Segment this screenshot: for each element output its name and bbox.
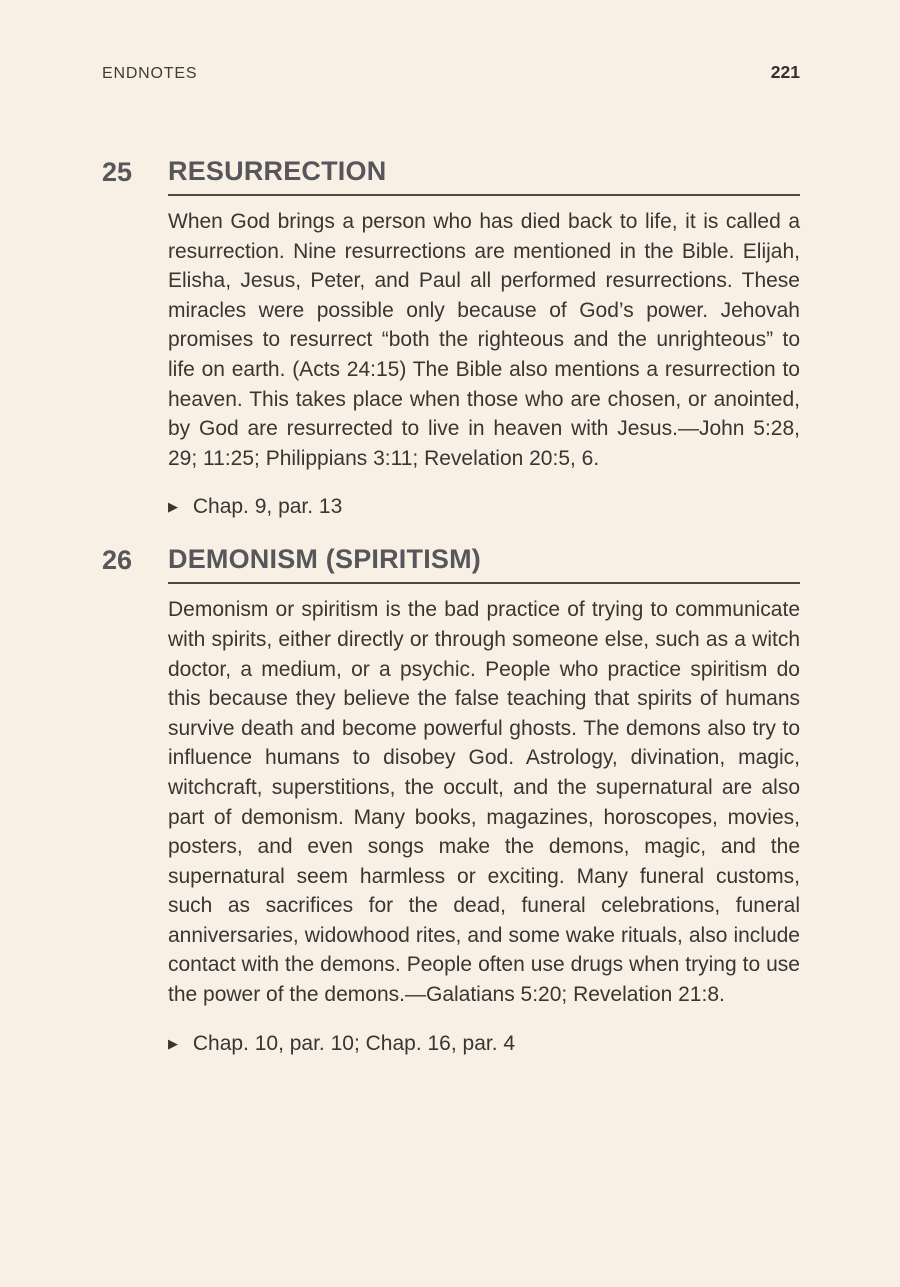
triangle-bullet-icon: ▶ xyxy=(168,1035,178,1051)
running-header xyxy=(102,62,800,83)
endnote-section-demonism xyxy=(102,543,800,1057)
chapter-reference-text: Chap. 10, par. 10; Chap. 16, par. 4 xyxy=(192,1031,516,1055)
endnote-content xyxy=(168,543,800,1057)
endnote-title: RESURRECTION xyxy=(168,155,800,196)
endnote-body-text: Demonism or spiritism is the bad practice of trying to communicate with spirits, either directly or through someone else, such as a witch doctor, a medium, or a psychic. People who practice spiritism do this because they believe the false teaching that spirits of humans survive death and become powerful ghosts. The demons also try to influence humans to disobey God. Astrology, divination, magic, witchcraft, superstitions, the occult, and the supernatural are also part of demonism. Many books, magazines, horoscopes, movies, posters, and even songs make the demons, magic, and the supernatural seem harmless or exciting. Many funeral customs, such as sacrifices for the dead, funeral celebrations, funeral anniversaries, widowhood rites, and some wake rituals, also include contact with the demons. People often use drugs when trying to use the power of the demons.—Galatians 5:20; Revelation 21:8. xyxy=(168,598,800,1007)
chapter-reference xyxy=(168,492,800,521)
endnote-number: 26 xyxy=(102,545,133,576)
chapter-reference-text: Chap. 9, par. 13 xyxy=(192,495,343,519)
endnote-number: 25 xyxy=(102,157,133,187)
chapter-reference xyxy=(168,1029,800,1058)
page-number: 221 xyxy=(770,62,800,82)
endnote-body-text: When God brings a person who has died back to life, it is called a resurrection. Nine resurrections are mentioned in the Bible. Elijah, Elisha, Jesus, Peter, and Paul all performed resurrections. These miracles were possible only because of God’s power. Jehovah promises to resurrect “both the righteous and the unrighteous” to life on earth. (Acts 24:15) The Bible also mentions a resurrection to heaven. This takes place when those who are chosen, or anointed, by God are resurrected to live in heaven with Jesus.—John 5:28, 29; 11:25; Philippians 3:11; Revelation 20:5, 6. xyxy=(168,210,800,470)
endnote-section-resurrection xyxy=(102,155,800,521)
endnote-content xyxy=(168,155,800,521)
endnote-title: DEMONISM (SPIRITISM) xyxy=(168,543,800,584)
running-header-title: ENDNOTES xyxy=(102,65,198,82)
triangle-bullet-icon: ▶ xyxy=(168,499,178,515)
